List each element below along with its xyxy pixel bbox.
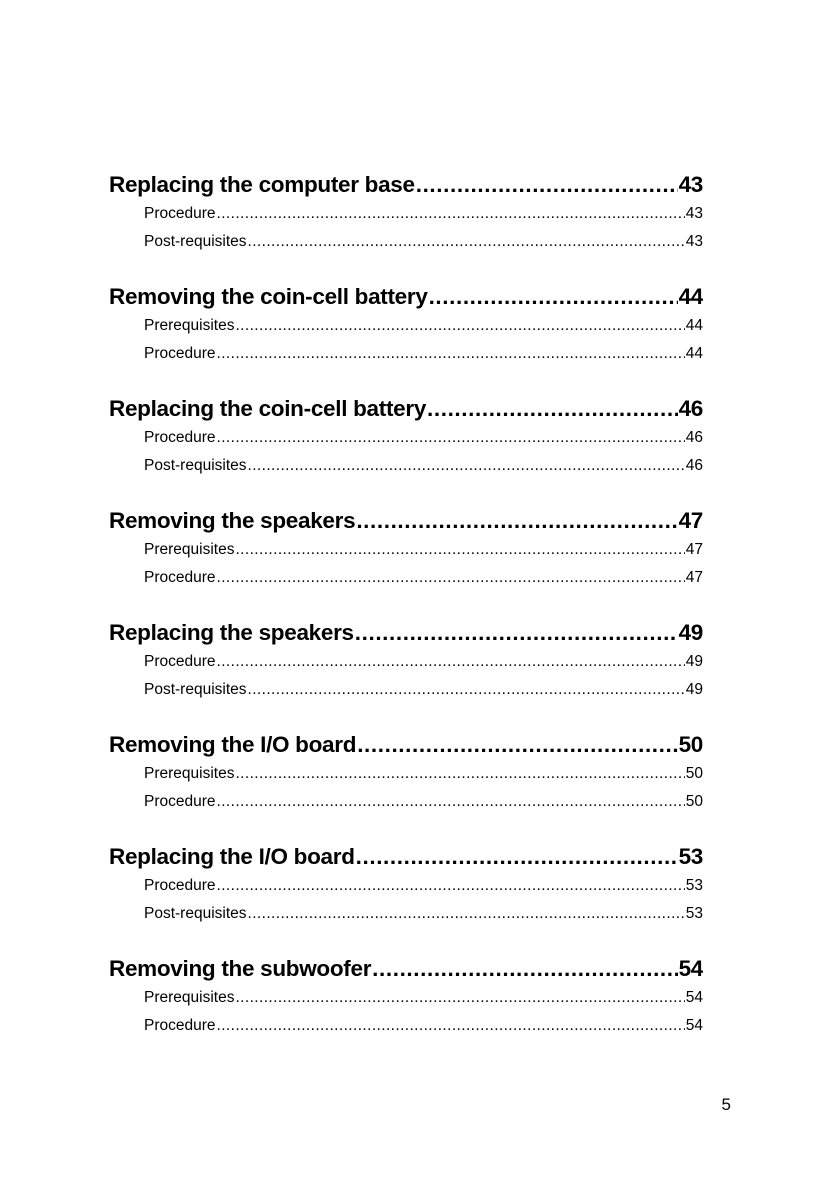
toc-subentry-page: 46: [685, 429, 703, 446]
toc-subentry-title: Post-requisites: [144, 457, 247, 474]
dot-leader: [217, 1012, 685, 1040]
toc-subentry-page: 43: [685, 233, 703, 250]
dot-leader: [356, 842, 678, 872]
toc-entry-title: Removing the subwoofer: [109, 956, 372, 981]
toc-subentry[interactable]: [109, 536, 703, 564]
toc-subentry[interactable]: [109, 340, 703, 368]
dot-leader: [235, 312, 684, 340]
toc-entry[interactable]: [109, 282, 703, 312]
toc-subentry[interactable]: [109, 872, 703, 900]
toc-subentry-page: 53: [685, 905, 703, 922]
toc-section: [109, 730, 703, 816]
toc-subentry-title: Procedure: [144, 1017, 216, 1034]
toc-subentry-page: 47: [685, 541, 703, 558]
toc-subentry-title: Procedure: [144, 205, 216, 222]
dot-leader: [248, 676, 685, 704]
toc-subentry-title: Prerequisites: [144, 317, 235, 334]
toc-subentry-page: 50: [685, 765, 703, 782]
dot-leader: [217, 200, 685, 228]
toc-entry[interactable]: [109, 730, 703, 760]
toc-subentry-page: 44: [685, 317, 703, 334]
toc-entry-title: Removing the I/O board: [109, 732, 357, 757]
toc-subentry-title: Post-requisites: [144, 233, 247, 250]
toc-entry[interactable]: [109, 618, 703, 648]
toc-entry-page: 43: [678, 172, 703, 197]
toc-section: [109, 842, 703, 928]
dot-leader: [356, 506, 677, 536]
dot-leader: [217, 648, 685, 676]
toc-subentry[interactable]: [109, 424, 703, 452]
toc-entry-page: 44: [678, 284, 703, 309]
page-number: 5: [721, 1095, 731, 1114]
toc-subentry-page: 53: [685, 877, 703, 894]
toc-entry[interactable]: [109, 394, 703, 424]
toc-entry-title: Replacing the I/O board: [109, 844, 355, 869]
toc-subentry-title: Procedure: [144, 877, 216, 894]
dot-leader: [235, 760, 684, 788]
toc-subentry-page: 50: [685, 793, 703, 810]
toc-subentry[interactable]: [109, 900, 703, 928]
dot-leader: [217, 564, 685, 592]
dot-leader: [357, 730, 677, 760]
toc-subentry-title: Procedure: [144, 429, 216, 446]
toc-section: [109, 394, 703, 480]
dot-leader: [416, 170, 678, 200]
dot-leader: [429, 282, 678, 312]
toc-entry-title: Replacing the speakers: [109, 620, 354, 645]
toc-subentry[interactable]: [109, 200, 703, 228]
toc-entry-title: Removing the speakers: [109, 508, 356, 533]
toc-subentry-title: Post-requisites: [144, 905, 247, 922]
toc-subentry-page: 43: [685, 205, 703, 222]
toc-entry[interactable]: [109, 954, 703, 984]
toc-subentry-page: 49: [685, 681, 703, 698]
toc-entry-page: 49: [678, 620, 703, 645]
toc-subentry-title: Prerequisites: [144, 989, 235, 1006]
toc-subentry[interactable]: [109, 676, 703, 704]
toc-section: [109, 170, 703, 256]
dot-leader: [217, 788, 685, 816]
toc-entry[interactable]: [109, 170, 703, 200]
toc-subentry-title: Post-requisites: [144, 681, 247, 698]
dot-leader: [427, 394, 678, 424]
toc-subentry[interactable]: [109, 984, 703, 1012]
toc-entry-page: 53: [678, 844, 703, 869]
toc-subentry-title: Prerequisites: [144, 541, 235, 558]
toc-subentry-page: 47: [685, 569, 703, 586]
toc-entry-title: Replacing the coin-cell battery: [109, 396, 427, 421]
toc-section: [109, 282, 703, 368]
toc-subentry-title: Procedure: [144, 653, 216, 670]
toc-subentry[interactable]: [109, 648, 703, 676]
toc-entry-page: 50: [678, 732, 703, 757]
toc-subentry-page: 54: [685, 1017, 703, 1034]
dot-leader: [235, 984, 684, 1012]
toc-subentry[interactable]: [109, 788, 703, 816]
toc-subentry[interactable]: [109, 452, 703, 480]
toc-subentry[interactable]: [109, 312, 703, 340]
dot-leader: [355, 618, 678, 648]
toc-subentry-page: 44: [685, 345, 703, 362]
toc-section: [109, 506, 703, 592]
toc-subentry-page: 49: [685, 653, 703, 670]
toc-entry-page: 46: [678, 396, 703, 421]
toc-subentry-title: Procedure: [144, 569, 216, 586]
toc-entry[interactable]: [109, 842, 703, 872]
dot-leader: [248, 900, 685, 928]
toc-subentry-title: Procedure: [144, 345, 216, 362]
table-of-contents: [109, 170, 703, 1040]
dot-leader: [235, 536, 684, 564]
toc-entry-page: 47: [678, 508, 703, 533]
toc-section: [109, 954, 703, 1040]
toc-section: [109, 618, 703, 704]
dot-leader: [217, 340, 685, 368]
dot-leader: [372, 954, 677, 984]
toc-subentry[interactable]: [109, 760, 703, 788]
toc-subentry[interactable]: [109, 564, 703, 592]
toc-entry-title: Removing the coin-cell battery: [109, 284, 428, 309]
toc-entry-page: 54: [678, 956, 703, 981]
toc-subentry-page: 54: [685, 989, 703, 1006]
toc-entry-title: Replacing the computer base: [109, 172, 415, 197]
toc-subentry-page: 46: [685, 457, 703, 474]
toc-subentry-title: Prerequisites: [144, 765, 235, 782]
toc-entry[interactable]: [109, 506, 703, 536]
dot-leader: [248, 452, 685, 480]
toc-subentry[interactable]: [109, 228, 703, 256]
dot-leader: [248, 228, 685, 256]
toc-subentry[interactable]: [109, 1012, 703, 1040]
dot-leader: [217, 872, 685, 900]
toc-subentry-title: Procedure: [144, 793, 216, 810]
dot-leader: [217, 424, 685, 452]
